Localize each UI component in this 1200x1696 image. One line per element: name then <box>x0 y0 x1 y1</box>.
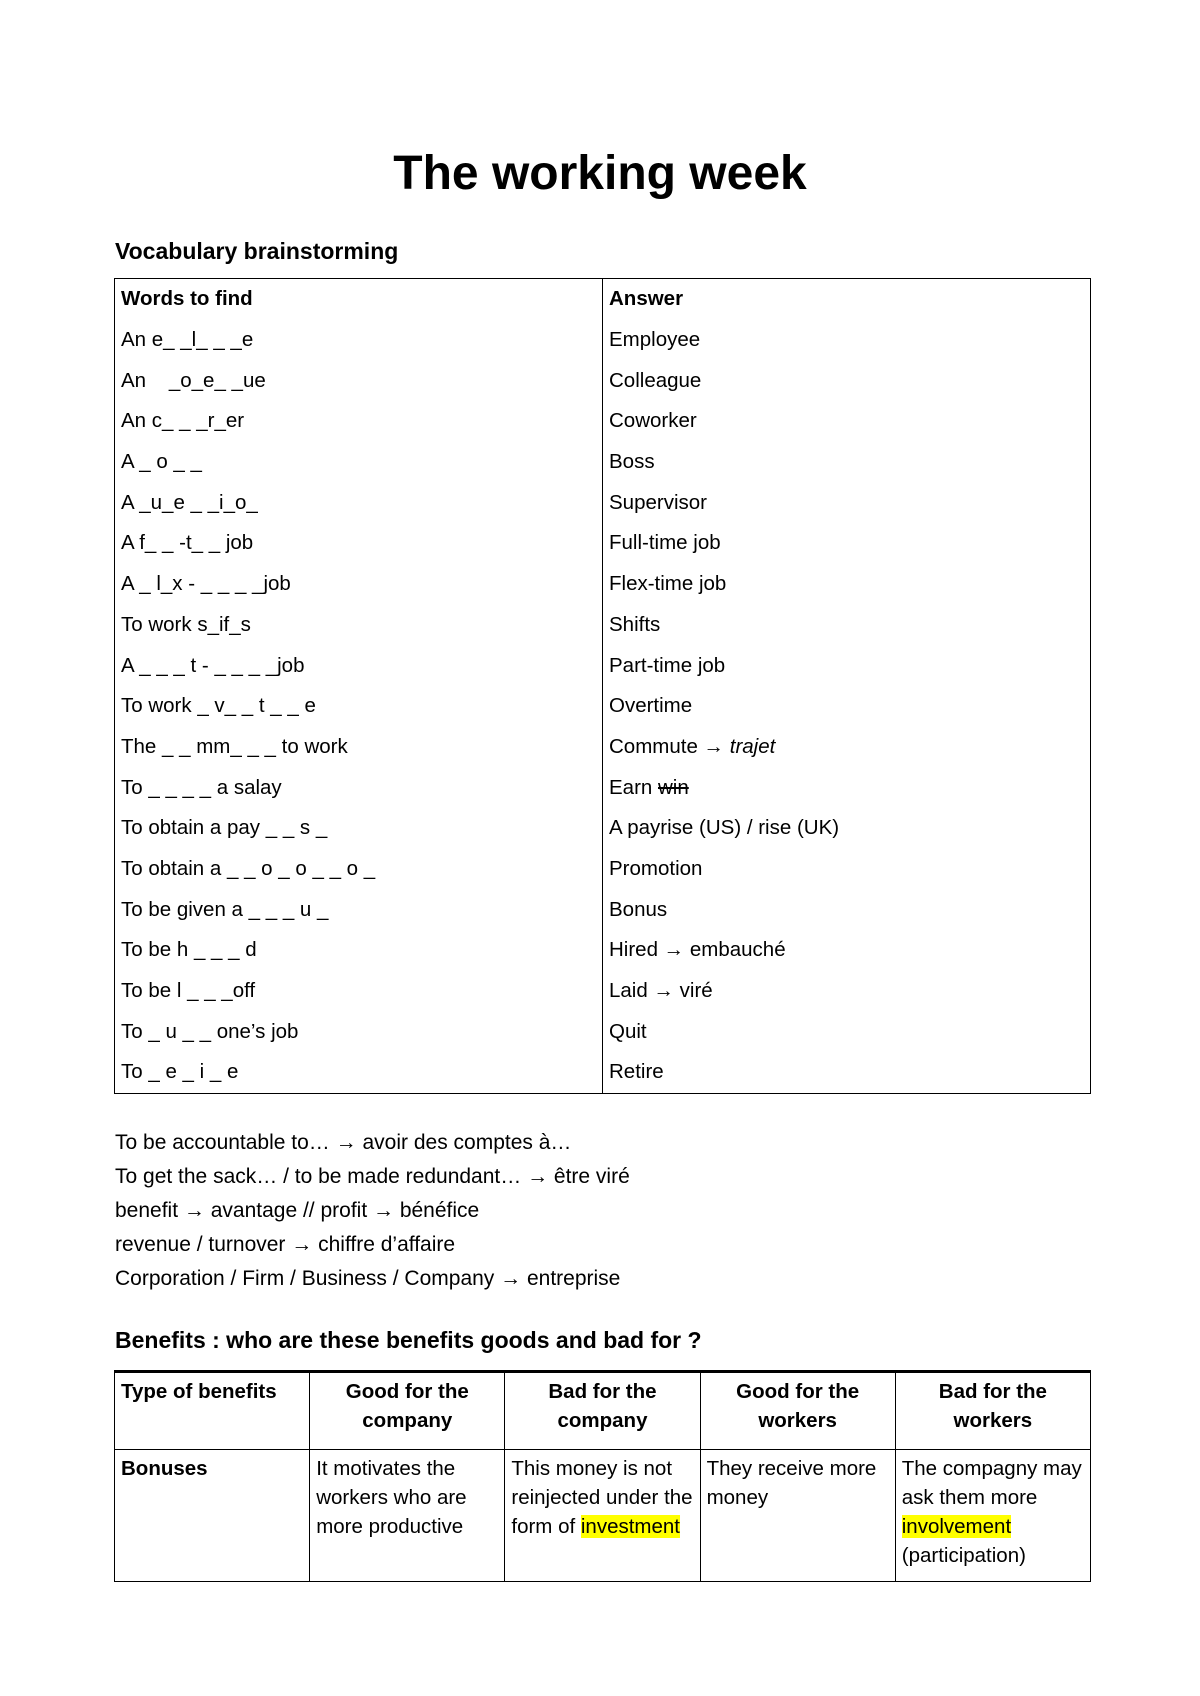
answer-cell: Supervisor <box>603 482 1091 523</box>
vocabulary-table <box>114 278 1091 1094</box>
table-row <box>115 523 1091 564</box>
table-row <box>115 564 1091 605</box>
table-row <box>115 1011 1091 1052</box>
word-cell: To _ e _ i _ e <box>115 1052 603 1093</box>
page-title: The working week <box>393 147 807 200</box>
word-cell: To work _ v_ _ t _ _ e <box>115 686 603 727</box>
word-cell: To be given a _ _ _ u _ <box>115 889 603 930</box>
answer-cell: Boss <box>603 442 1091 483</box>
table-row <box>115 1450 1091 1582</box>
answer-cell: Laid → viré <box>603 971 1091 1012</box>
benefit-type-cell: Bonuses <box>115 1450 310 1582</box>
highlighted-word: investment <box>580 1515 681 1538</box>
answer-cell: Employee <box>603 320 1091 361</box>
cell-text: (participation) <box>901 1544 1026 1567</box>
word-cell: To be l _ _ _off <box>115 971 603 1012</box>
word-cell: A _ _ _ t - _ _ _ _job <box>115 645 603 686</box>
table-row <box>115 360 1091 401</box>
answer-cell <box>603 727 1091 768</box>
cell-text: This money is not reinjected under the form of <box>511 1457 693 1538</box>
table-row <box>115 808 1091 849</box>
answer-text: Commute → <box>609 734 730 758</box>
note-line: To be accountable to… → avoir des comptes à… <box>115 1131 572 1154</box>
word-cell: A _ o _ _ <box>115 442 603 483</box>
translation-notes <box>115 1126 630 1296</box>
bad-for-workers-header: Bad for the workers <box>895 1372 1090 1450</box>
answer-cell: Quit <box>603 1011 1091 1052</box>
bad-for-workers-cell <box>895 1450 1090 1582</box>
answer-cell <box>603 767 1091 808</box>
word-cell: A f_ _ -t_ _ job <box>115 523 603 564</box>
table-row <box>115 482 1091 523</box>
answer-cell: Promotion <box>603 849 1091 890</box>
answer-column-header: Answer <box>603 279 1091 320</box>
table-row <box>115 849 1091 890</box>
word-cell: To work s_if_s <box>115 605 603 646</box>
table-row <box>115 767 1091 808</box>
benefits-table <box>114 1370 1091 1582</box>
table-row <box>115 401 1091 442</box>
table-row <box>115 930 1091 971</box>
word-cell: An _o_e_ _ue <box>115 360 603 401</box>
struck-out-word: win <box>658 775 689 799</box>
answer-cell: Part-time job <box>603 645 1091 686</box>
vocabulary-header-row <box>115 279 1091 320</box>
table-row <box>115 645 1091 686</box>
answer-cell: Full-time job <box>603 523 1091 564</box>
answer-cell: Retire <box>603 1052 1091 1093</box>
word-cell: To obtain a pay _ _ s _ <box>115 808 603 849</box>
good-for-company-header: Good for the company <box>310 1372 505 1450</box>
table-row <box>115 442 1091 483</box>
highlighted-word: involvement <box>901 1515 1012 1538</box>
cell-text: The compagny may ask them more <box>901 1457 1082 1509</box>
table-row <box>115 1052 1091 1093</box>
note-line: Corporation / Firm / Business / Company → entreprise <box>115 1267 621 1290</box>
note-line: benefit → avantage // profit → bénéfice <box>115 1199 480 1222</box>
answer-translation: trajet <box>729 734 776 758</box>
word-cell: To be h _ _ _ d <box>115 930 603 971</box>
type-of-benefits-header: Type of benefits <box>115 1372 310 1450</box>
word-cell: To _ u _ _ one’s job <box>115 1011 603 1052</box>
vocabulary-heading: Vocabulary brainstorming <box>115 238 399 264</box>
answer-text: Earn <box>609 775 658 799</box>
note-line: revenue / turnover → chiffre d’affaire <box>115 1233 456 1256</box>
words-column-header: Words to find <box>115 279 603 320</box>
word-cell: A _ l_x - _ _ _ _job <box>115 564 603 605</box>
table-row <box>115 971 1091 1012</box>
table-row <box>115 889 1091 930</box>
table-row <box>115 686 1091 727</box>
table-row <box>115 605 1091 646</box>
bad-for-company-header: Bad for the company <box>505 1372 700 1450</box>
answer-cell: Flex-time job <box>603 564 1091 605</box>
word-cell: The _ _ mm_ _ _ to work <box>115 727 603 768</box>
table-row <box>115 727 1091 768</box>
good-for-workers-cell: They receive more money <box>700 1450 895 1582</box>
word-cell: A _u_e _ _i_o_ <box>115 482 603 523</box>
answer-cell: Shifts <box>603 605 1091 646</box>
answer-cell: Coworker <box>603 401 1091 442</box>
benefits-heading: Benefits : who are these benefits goods and bad for ? <box>115 1327 702 1353</box>
good-for-company-cell: It motivates the workers who are more productive <box>310 1450 505 1582</box>
answer-cell: Overtime <box>603 686 1091 727</box>
table-row <box>115 320 1091 361</box>
word-cell: To _ _ _ _ a salay <box>115 767 603 808</box>
word-cell: An e_ _l_ _ _e <box>115 320 603 361</box>
note-line: To get the sack… / to be made redundant… → être viré <box>115 1165 630 1188</box>
good-for-workers-header: Good for the workers <box>700 1372 895 1450</box>
answer-cell: Colleague <box>603 360 1091 401</box>
word-cell: An c_ _ _r_er <box>115 401 603 442</box>
answer-cell: Hired → embauché <box>603 930 1091 971</box>
answer-cell: Bonus <box>603 889 1091 930</box>
word-cell: To obtain a _ _ o _ o _ _ o _ <box>115 849 603 890</box>
answer-cell: A payrise (US) / rise (UK) <box>603 808 1091 849</box>
benefits-header-row <box>115 1372 1091 1450</box>
bad-for-company-cell <box>505 1450 700 1582</box>
